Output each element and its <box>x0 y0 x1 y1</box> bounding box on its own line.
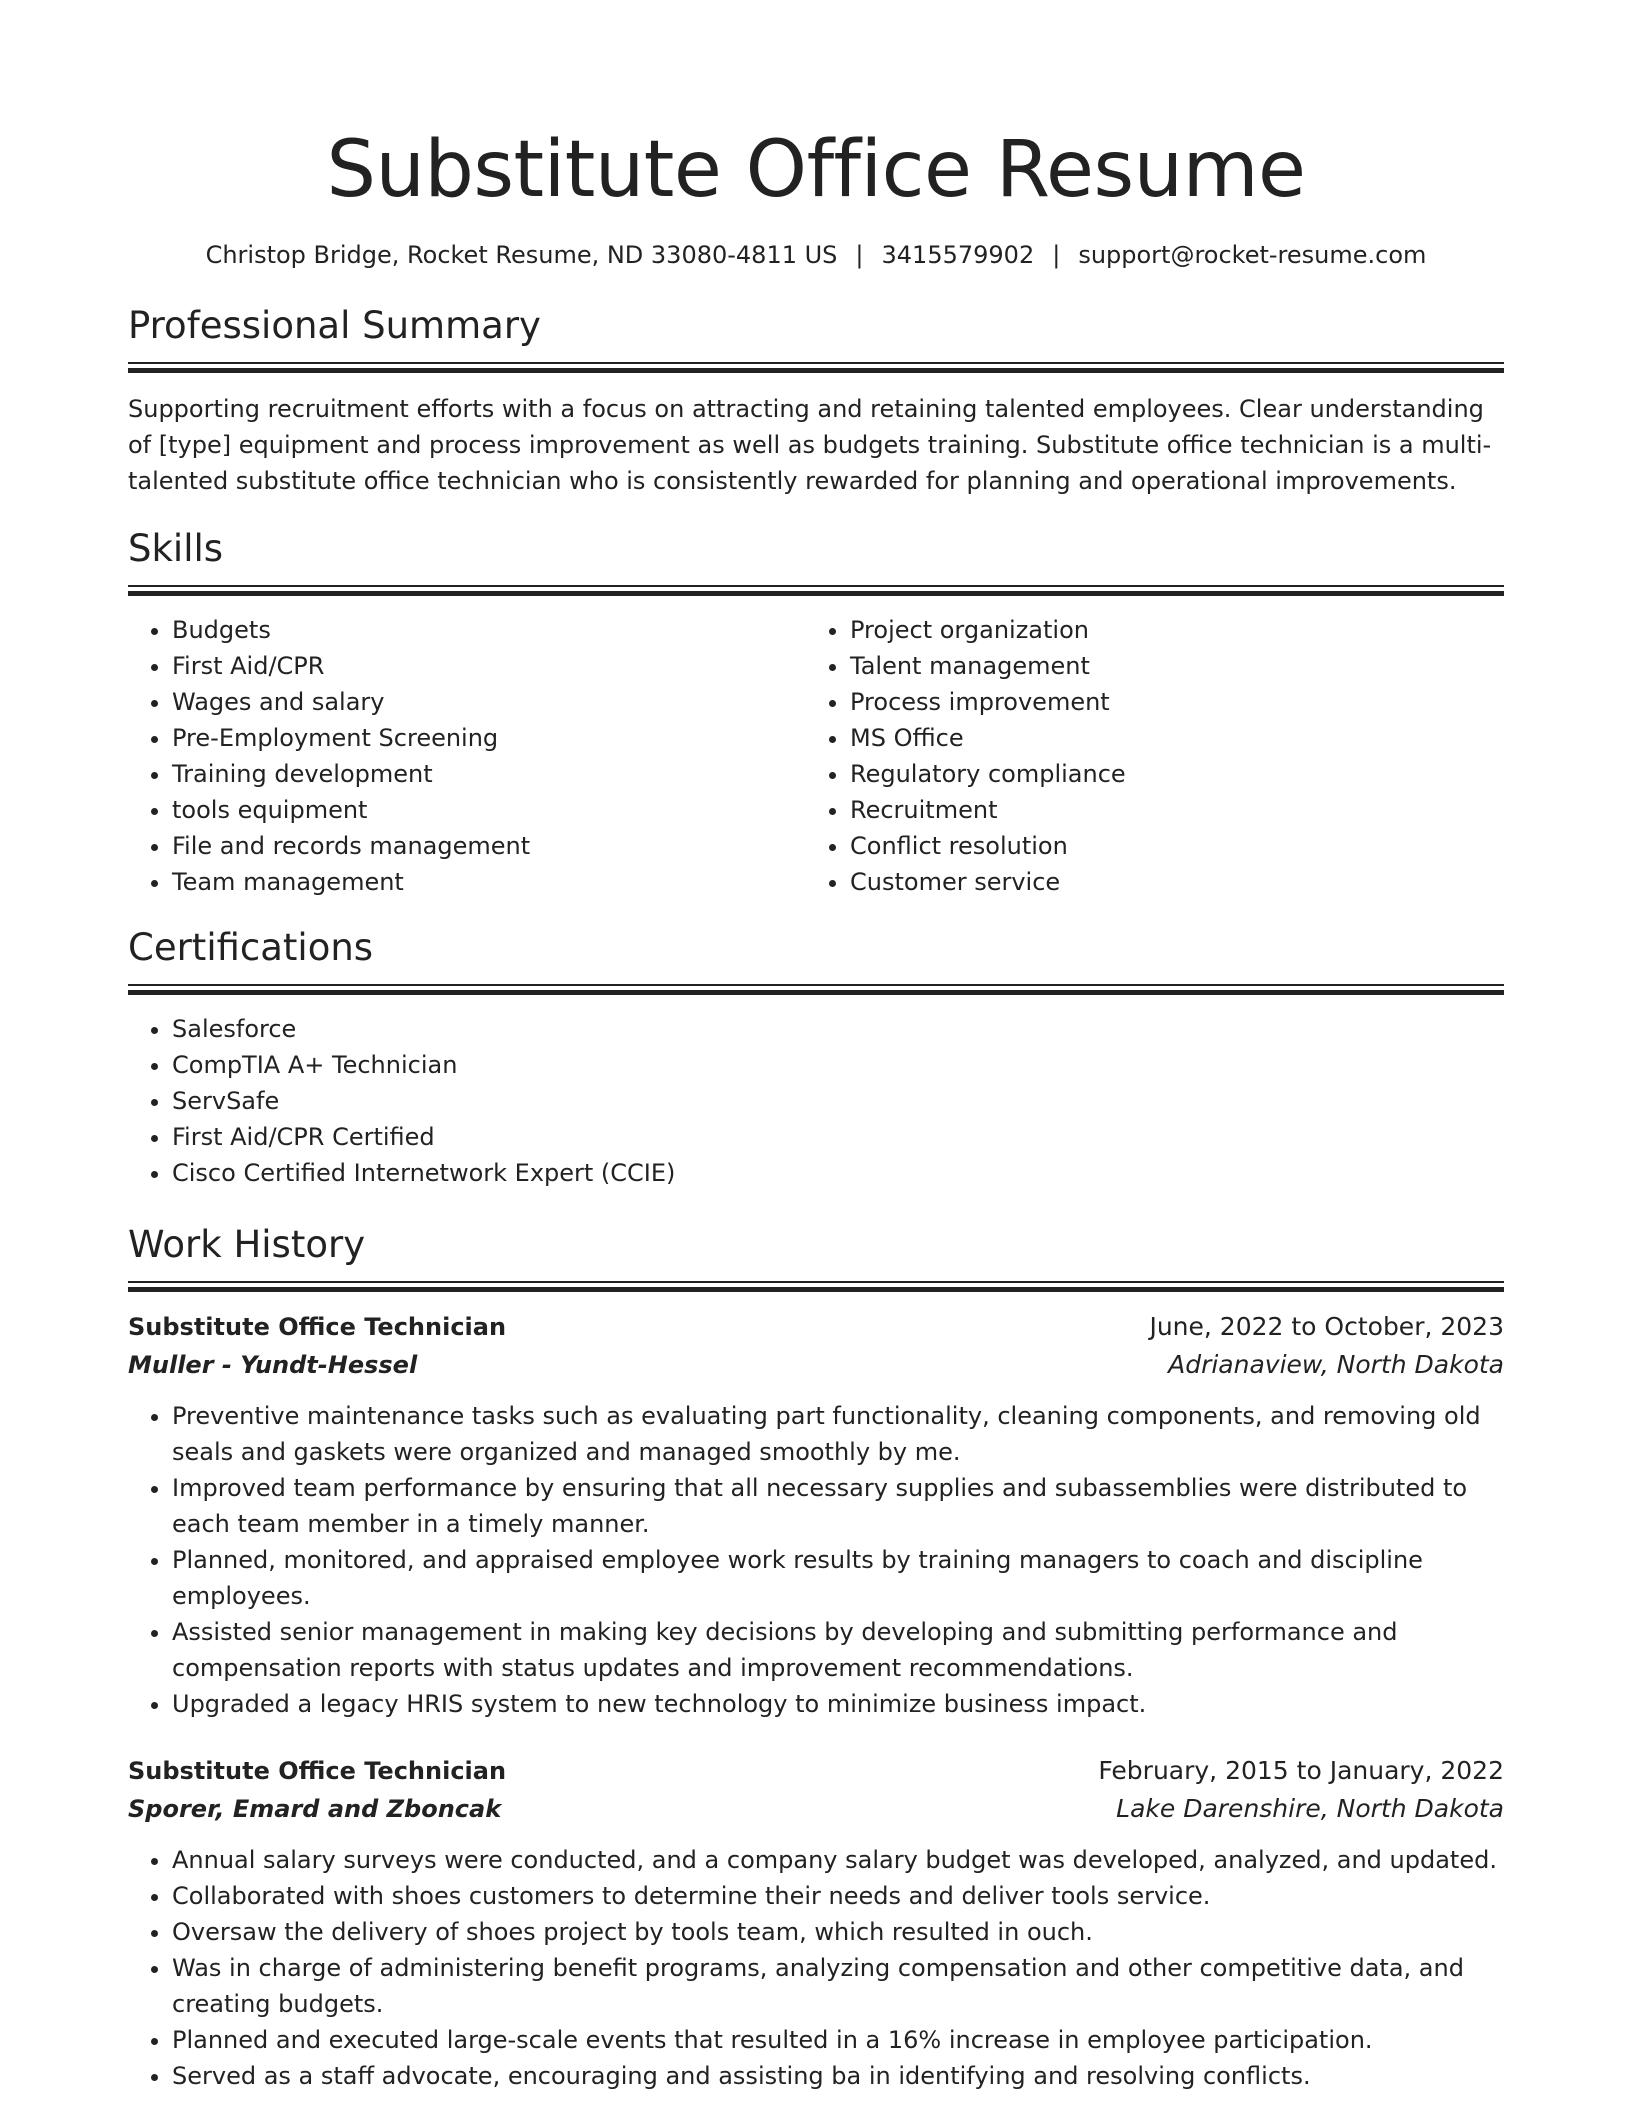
job-dates: June, 2022 to October, 2023 <box>1149 1312 1504 1341</box>
skill-item: • Recruitment <box>850 792 1484 828</box>
resume-page <box>128 0 1504 2094</box>
resume-title: Substitute Office Resume <box>326 125 1306 215</box>
job-entry <box>128 1308 1504 1722</box>
certification-item: • First Aid/CPR Certified <box>172 1119 1504 1155</box>
job-title: Substitute Office Technician <box>128 1313 507 1341</box>
job-title: Substitute Office Technician <box>128 1757 507 1785</box>
summary-text: Supporting recruitment efforts with a focus on attracting and retaining talented employees. Clear understanding of [type] equipment and process improvement as well as budgets training. Substitute office technician is a multi-talented substitute office technician who is consistently rewarded for planning and operational improvements. <box>128 395 1492 495</box>
skills-column-left <box>128 612 806 900</box>
contact-phone: 3415579902 <box>881 241 1035 269</box>
job-dates: February, 2015 to January, 2022 <box>1098 1756 1504 1785</box>
job-location: Lake Darenshire, North Dakota <box>1116 1794 1504 1823</box>
contact-line <box>128 240 1504 270</box>
job-bullet: • Oversaw the delivery of shoes project by tools team, which resulted in ouch. <box>172 1914 1504 1950</box>
skill-item: • Process improvement <box>850 684 1484 720</box>
job-bullet: • Assisted senior management in making key decisions by developing and submitting performance and compensation reports with status updates and improvement recommendations. <box>172 1614 1504 1686</box>
skill-item: • Pre-Employment Screening <box>172 720 806 756</box>
skill-item: • First Aid/CPR <box>172 648 806 684</box>
skill-item: • Team management <box>172 864 806 900</box>
skill-item: • tools equipment <box>172 792 806 828</box>
skill-item: • File and records management <box>172 828 806 864</box>
section-divider <box>128 984 1504 995</box>
contact-email: support@rocket-resume.com <box>1078 241 1427 269</box>
skills-section-header <box>128 527 1504 596</box>
job-bullet: • Improved team performance by ensuring that all necessary supplies and subassemblies were distributed to each team member in a timely manner. <box>172 1470 1504 1542</box>
skill-item: • Conflict resolution <box>850 828 1484 864</box>
job-company: Sporer, Emard and Zboncak <box>128 1795 502 1823</box>
skills-column-right <box>806 612 1484 900</box>
job-entry <box>128 1752 1504 2094</box>
work-section-header <box>128 1223 1504 1292</box>
section-divider <box>128 1281 1504 1292</box>
summary-heading: Professional Summary <box>128 304 541 347</box>
job-bullet: • Served as a staff advocate, encouraging and assisting ba in identifying and resolving conflicts. <box>172 2058 1504 2094</box>
job-location: Adrianaview, North Dakota <box>1168 1350 1504 1379</box>
section-divider <box>128 362 1504 373</box>
job-bullet: • Upgraded a legacy HRIS system to new technology to minimize business impact. <box>172 1686 1504 1722</box>
certifications-section-header <box>128 926 1504 995</box>
job-bullet: • Collaborated with shoes customers to determine their needs and deliver tools service. <box>172 1878 1504 1914</box>
job-company-row <box>128 1346 1504 1384</box>
certification-item: • Cisco Certified Internetwork Expert (CCIE) <box>172 1155 1504 1191</box>
skill-item: • Talent management <box>850 648 1484 684</box>
job-header-row <box>128 1752 1504 1790</box>
summary-section-header <box>128 304 1504 373</box>
job-company: Muller - Yundt-Hessel <box>128 1351 418 1379</box>
skill-item: • Wages and salary <box>172 684 806 720</box>
job-bullet-list <box>128 1842 1504 2094</box>
work-heading: Work History <box>128 1223 366 1266</box>
contact-separator: | <box>1052 241 1061 269</box>
job-bullet: • Was in charge of administering benefit programs, analyzing compensation and other competitive data, and creating budgets. <box>172 1950 1504 2022</box>
contact-address: Christop Bridge, Rocket Resume, ND 33080-4811 US <box>205 241 838 269</box>
certifications-list <box>128 1011 1504 1191</box>
contact-separator: | <box>855 241 864 269</box>
certification-item: • Salesforce <box>172 1011 1504 1047</box>
certifications-heading: Certifications <box>128 926 374 969</box>
certification-item: • ServSafe <box>172 1083 1504 1119</box>
skill-item: • Customer service <box>850 864 1484 900</box>
skill-item: • MS Office <box>850 720 1484 756</box>
certification-item: • CompTIA A+ Technician <box>172 1047 1504 1083</box>
skills-heading: Skills <box>128 527 224 570</box>
job-bullet: • Preventive maintenance tasks such as evaluating part functionality, cleaning components, and removing old seals and gaskets were organized and managed smoothly by me. <box>172 1398 1504 1470</box>
job-bullet: • Planned, monitored, and appraised employee work results by training managers to coach and discipline employees. <box>172 1542 1504 1614</box>
skill-item: • Budgets <box>172 612 806 648</box>
job-bullet: • Annual salary surveys were conducted, and a company salary budget was developed, analyzed, and updated. <box>172 1842 1504 1878</box>
job-bullet: • Planned and executed large-scale events that resulted in a 16% increase in employee participation. <box>172 2022 1504 2058</box>
section-divider <box>128 585 1504 596</box>
job-bullet-list <box>128 1398 1504 1722</box>
job-company-row <box>128 1790 1504 1828</box>
job-header-row <box>128 1308 1504 1346</box>
skill-item: • Regulatory compliance <box>850 756 1484 792</box>
skill-item: • Project organization <box>850 612 1484 648</box>
skills-list <box>128 612 1504 900</box>
skill-item: • Training development <box>172 756 806 792</box>
